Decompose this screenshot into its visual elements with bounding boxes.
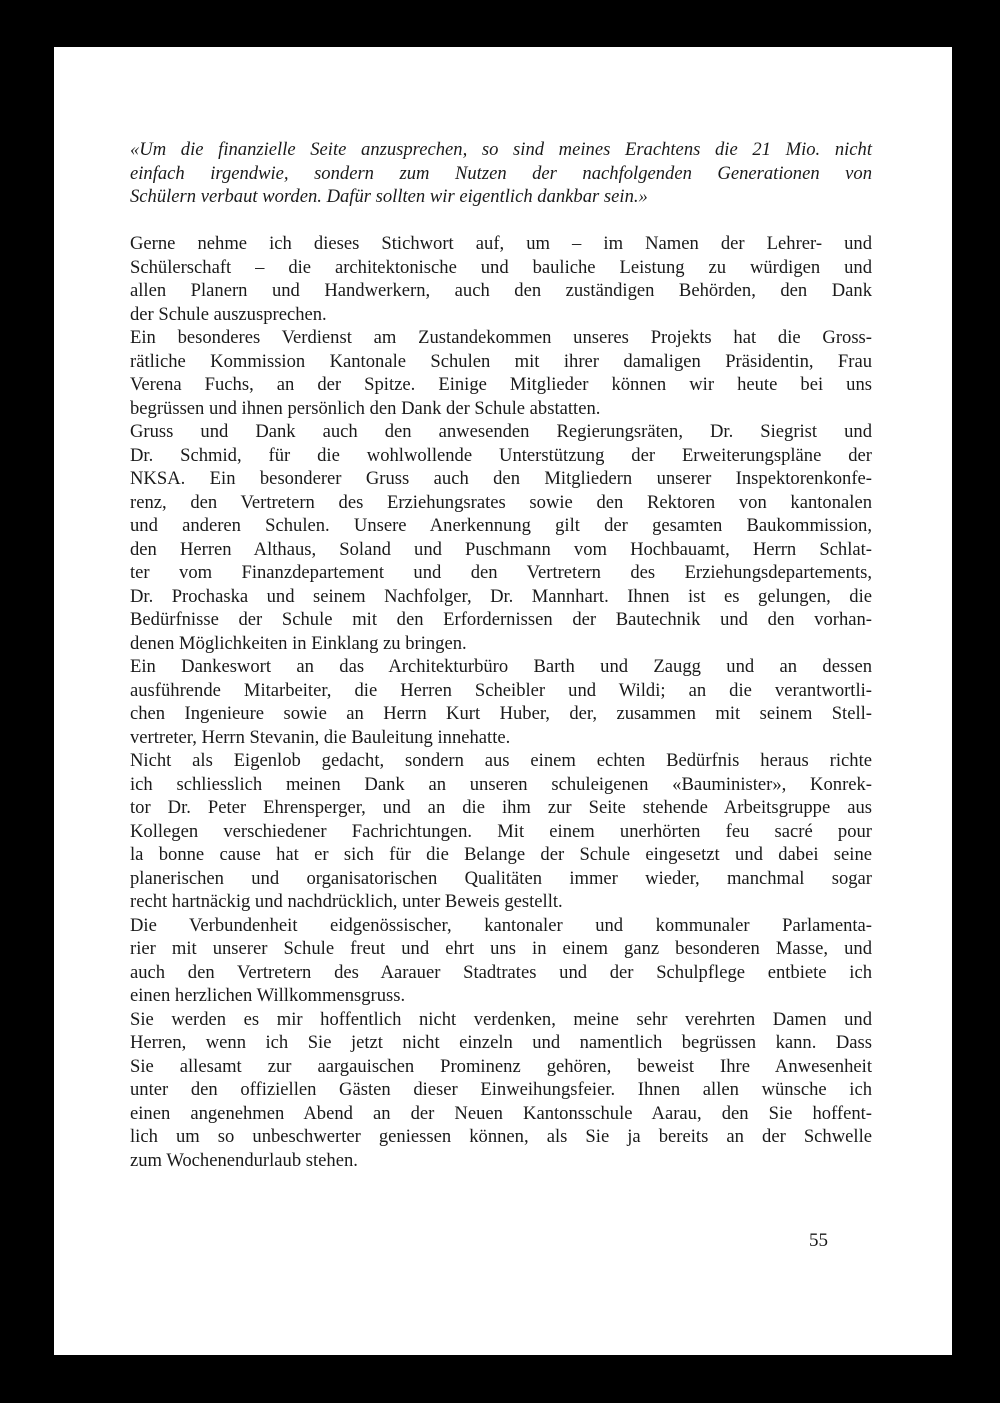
text-line: und anderen Schulen. Unsere Anerkennung gilt der gesamten Baukommission, (130, 515, 872, 536)
document-page (54, 47, 952, 1355)
text-line: einen angenehmen Abend an der Neuen Kantonsschule Aarau, den Sie hoffent- (130, 1102, 872, 1124)
paragraph (130, 1008, 872, 1173)
text-line: auch den Vertretern des Aarauer Stadtrates und der Schulpflege entbiete ich (130, 961, 872, 983)
text-line: rier mit unserer Schule freut und ehrt uns in einem ganz besonderen Masse, und (130, 938, 872, 959)
paragraph (130, 655, 872, 749)
text-line: ter vom Finanzdepartement und den Vertretern des Erziehungsdepartements, (130, 562, 872, 583)
text-line: planerischen und organisatorischen Qualitäten immer wieder, manchmal sogar (130, 867, 872, 889)
text-line: Schülerschaft – die architektonische und bauliche Leistung zu würdigen und (130, 256, 872, 278)
text-line: Kollegen verschiedener Fachrichtungen. Mit einem unerhörten feu sacré pour (130, 820, 872, 842)
text-line: Herren, wenn ich Sie jetzt nicht einzeln und namentlich begrüssen kann. Dass (130, 1032, 872, 1053)
text-line: Dr. Schmid, für die wohlwollende Unterstützung der Erweiterungspläne der (130, 444, 872, 466)
text-line: Sie allesamt zur aargauischen Prominenz gehören, beweist Ihre Anwesenheit (130, 1055, 872, 1077)
text-line: vertreter, Herrn Stevanin, die Bauleitung innehatte. (130, 726, 511, 748)
text-line: renz, den Vertretern des Erziehungsrates sowie den Rektoren von kantonalen (130, 491, 872, 513)
paragraph (130, 232, 872, 326)
text-line: tor Dr. Peter Ehrensperger, und an die ihm zur Seite stehende Arbeitsgruppe aus (130, 797, 872, 818)
text-line: lich um so unbeschwerter geniessen können, als Sie ja bereits an der Schwelle (130, 1126, 872, 1147)
text-line: zum Wochenendurlaub stehen. (130, 1149, 358, 1171)
text-line: Ein Dankeswort an das Architekturbüro Barth und Zaugg und an dessen (130, 656, 872, 677)
text-line: rätliche Kommission Kantonale Schulen mit ihrer damaligen Präsidentin, Frau (130, 350, 872, 372)
text-line: recht hartnäckig und nachdrücklich, unter Beweis gestellt. (130, 891, 563, 912)
paragraph (130, 749, 872, 914)
text-line: Dr. Prochaska und seinem Nachfolger, Dr. Mannhart. Ihnen ist es gelungen, die (130, 585, 872, 607)
text-line: einfach irgendwie, sondern zum Nutzen der nachfolgenden Generationen von (130, 162, 872, 184)
text-line: denen Möglichkeiten in Einklang zu bringen. (130, 632, 467, 654)
text-line: Die Verbundenheit eidgenössischer, kantonaler und kommunaler Parlamenta- (130, 914, 872, 936)
quote-block (130, 138, 872, 209)
text-line: unter den offiziellen Gästen dieser Einweihungsfeier. Ihnen allen wünsche ich (130, 1079, 872, 1100)
text-line: Schülern verbaut worden. Dafür sollten wir eigentlich dankbar sein.» (130, 186, 648, 207)
paragraph (130, 326, 872, 420)
text-line: chen Ingenieure sowie an Herrn Kurt Huber, der, zusammen mit seinem Stell- (130, 703, 872, 724)
text-line: la bonne cause hat er sich für die Belange der Schule eingesetzt und dabei seine (130, 844, 872, 865)
text-line: Sie werden es mir hoffentlich nicht verdenken, meine sehr verehrten Damen und (130, 1008, 872, 1030)
text-line: Nicht als Eigenlob gedacht, sondern aus einem echten Bedürfnis heraus richte (130, 750, 872, 771)
text-line: begrüssen und ihnen persönlich den Dank der Schule abstatten. (130, 397, 601, 419)
text-line: Bedürfnisse der Schule mit den Erfordernissen der Bautechnik und den vorhan- (130, 609, 872, 630)
paragraph (130, 420, 872, 655)
text-line: Gruss und Dank auch den anwesenden Regierungsräten, Dr. Siegrist und (130, 421, 872, 442)
text-line: «Um die finanzielle Seite anzusprechen, so sind meines Erachtens die 21 Mio. nicht (130, 139, 872, 160)
text-line: der Schule auszusprechen. (130, 303, 327, 325)
text-line: Ein besonderes Verdienst am Zustandekommen unseres Projekts hat die Gross- (130, 327, 872, 348)
page-number: 55 (809, 1230, 828, 1251)
text-line: Gerne nehme ich dieses Stichwort auf, um – im Namen der Lehrer- und (130, 233, 872, 254)
paragraph (130, 914, 872, 1008)
body-text (130, 232, 872, 1172)
text-line: den Herren Althaus, Soland und Puschmann vom Hochbauamt, Herrn Schlat- (130, 538, 872, 560)
text-line: NKSA. Ein besonderer Gruss auch den Mitgliedern unserer Inspektorenkonfe- (130, 468, 872, 489)
text-line: Verena Fuchs, an der Spitze. Einige Mitglieder können wir heute bei uns (130, 374, 872, 395)
text-line: einen herzlichen Willkommensgruss. (130, 985, 406, 1006)
text-line: ausführende Mitarbeiter, die Herren Scheibler und Wildi; an die verantwortli- (130, 679, 872, 701)
text-line: ich schliesslich meinen Dank an unseren schuleigenen «Bauminister», Konrek- (130, 773, 872, 795)
text-line: allen Planern und Handwerkern, auch den zuständigen Behörden, den Dank (130, 280, 872, 301)
